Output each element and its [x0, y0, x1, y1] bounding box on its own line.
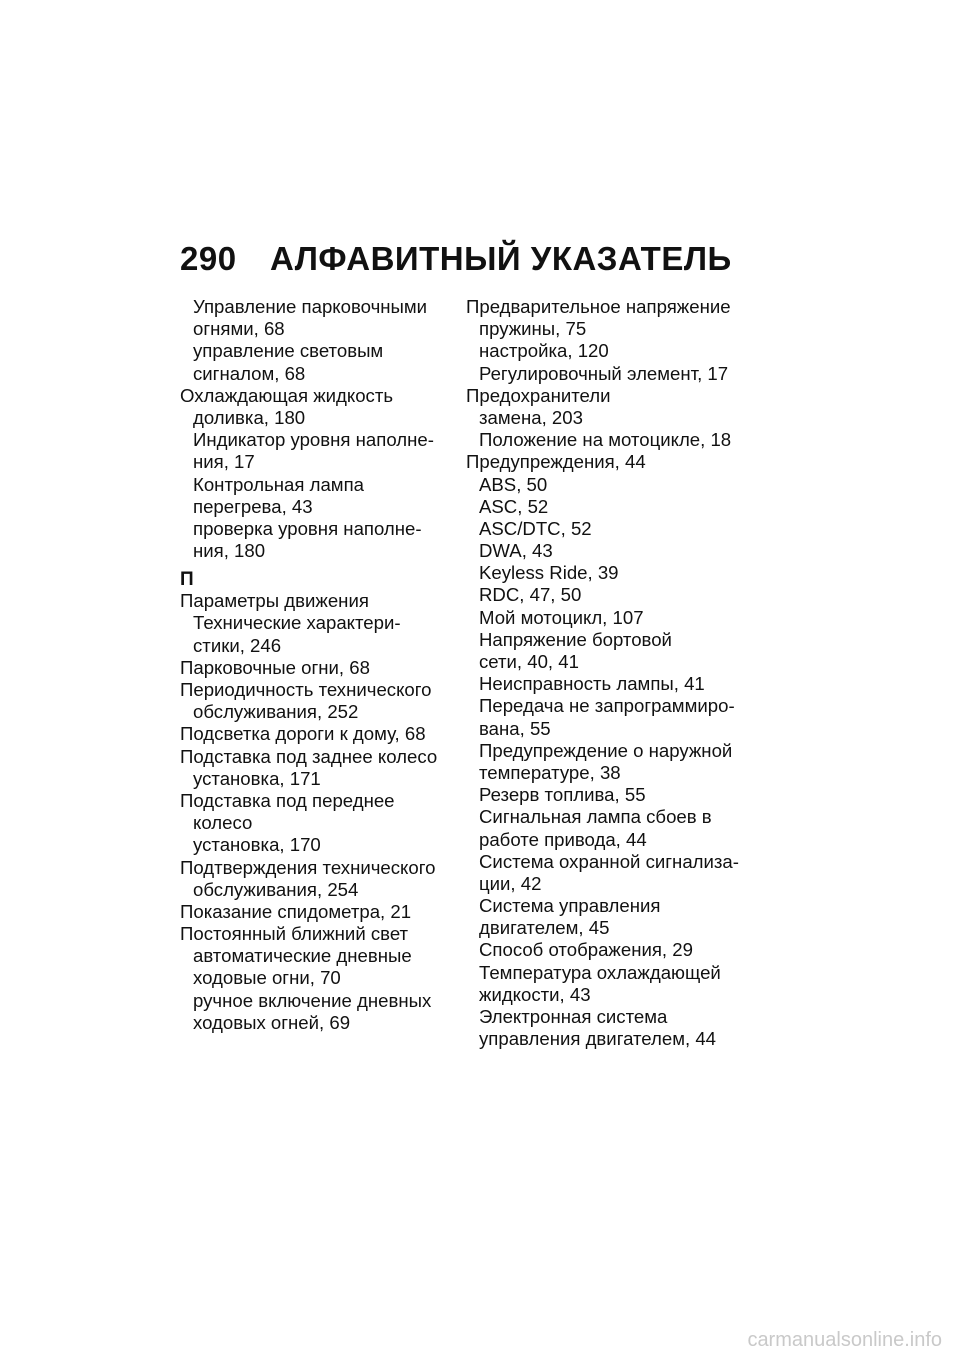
watermark: carmanualsonline.info	[747, 1329, 942, 1351]
index-subentry: Мой мотоцикл, 107	[479, 606, 644, 628]
index-subentry: температуре, 38	[479, 761, 621, 783]
page-number: 290	[180, 240, 237, 277]
index-subentry: Система охранной сигнализа-	[479, 850, 739, 872]
index-entry: Постоянный ближний свет	[180, 923, 409, 945]
index-subentry: проверка уровня наполне-	[193, 517, 422, 539]
index-subentry: сигналом, 68	[193, 362, 306, 384]
index-subentry: автоматические дневные	[193, 945, 412, 967]
index-column-left	[180, 296, 442, 1034]
index-entry: Предупреждения, 44	[466, 451, 646, 473]
index-subentry: ASC/DTC, 52	[479, 517, 592, 539]
index-subentry: огнями, 68	[193, 318, 285, 340]
index-subentry: настройка, 120	[479, 340, 609, 362]
index-subentry: Индикатор уровня наполне-	[193, 429, 434, 451]
index-subentry: ходовых огней, 69	[193, 1011, 351, 1033]
index-entry: Парковочные огни, 68	[180, 656, 370, 678]
index-subentry: ABS, 50	[479, 473, 548, 495]
index-subentry: работе привода, 44	[479, 828, 647, 850]
index-subentry: Keyless Ride, 39	[479, 562, 619, 584]
index-subentry: доливка, 180	[193, 406, 306, 428]
index-subentry: Предупреждение о наружной	[479, 739, 733, 761]
index-letter-heading: П	[180, 569, 194, 591]
index-subentry: Технические характери-	[193, 612, 401, 634]
index-subentry: колесо	[193, 812, 253, 834]
index-subentry: Электронная система	[479, 1006, 668, 1027]
index-subentry: Система управления	[479, 895, 661, 917]
index-subentry: замена, 203	[479, 406, 583, 428]
index-entry: Периодичность технического	[180, 679, 432, 700]
index-entry: Подсветка дороги к дому, 68	[180, 723, 426, 745]
index-subentry: установка, 171	[193, 767, 321, 789]
index-subentry: Способ отображения, 29	[479, 939, 693, 961]
index-subentry: пружины, 75	[479, 318, 587, 340]
index-subentry: ASC, 52	[479, 495, 549, 517]
index-subentry: ния, 180	[193, 540, 266, 562]
index-entry: Подставка под заднее колесо	[180, 745, 438, 767]
index-subentry: Сигнальная лампа сбоев в	[479, 806, 712, 828]
index-subentry: Неисправность лампы, 41	[479, 673, 705, 695]
index-column-right	[466, 296, 739, 1050]
index-subentry: управления двигателем, 44	[479, 1028, 717, 1050]
index-subentry: ручное включение дневных	[193, 989, 432, 1011]
index-subentry: двигателем, 45	[479, 917, 610, 939]
index-subentry: Передача не запрограммиро-	[479, 695, 735, 717]
index-subentry: стики, 246	[193, 634, 282, 656]
index-subentry: обслуживания, 252	[193, 701, 359, 723]
page-title: АЛФАВИТНЫЙ УКАЗАТЕЛЬ	[270, 240, 732, 277]
index-entry: Параметры движения	[180, 590, 369, 612]
index-subentry: Контрольная лампа	[193, 473, 364, 495]
index-subentry: перегрева, 43	[193, 495, 313, 517]
index-subentry: сети, 40, 41	[479, 651, 579, 672]
index-entry: Подтверждения технического	[180, 856, 436, 878]
index-subentry: RDC, 47, 50	[479, 584, 582, 606]
index-subentry: Регулировочный элемент, 17	[479, 362, 729, 384]
index-subentry: ния, 17	[193, 451, 255, 473]
index-entry: Предохранители	[466, 384, 611, 406]
index-entry: Охлаждающая жидкость	[180, 384, 394, 406]
index-subentry: DWA, 43	[479, 540, 553, 562]
index-subentry: Управление парковочными	[193, 296, 428, 317]
index-subentry: жидкости, 43	[479, 983, 591, 1005]
page-header	[180, 240, 732, 278]
index-subentry: ции, 42	[479, 872, 542, 894]
index-subentry: Положение на мотоцикле, 18	[479, 429, 732, 451]
index-entry: Показание спидометра, 21	[180, 900, 412, 922]
index-subentry: обслуживания, 254	[193, 878, 359, 900]
index-entry: Предварительное напряжение	[466, 296, 731, 317]
index-subentry: Температура охлаждающей	[479, 961, 721, 983]
index-subentry: вана, 55	[479, 717, 551, 739]
index-subentry: ходовые огни, 70	[193, 967, 341, 989]
index-entry: Подставка под переднее	[180, 789, 395, 811]
index-subentry: управление световым	[193, 340, 384, 362]
index-subentry: Напряжение бортовой	[479, 628, 672, 650]
index-subentry: установка, 170	[193, 834, 321, 856]
index-subentry: Резерв топлива, 55	[479, 784, 646, 806]
